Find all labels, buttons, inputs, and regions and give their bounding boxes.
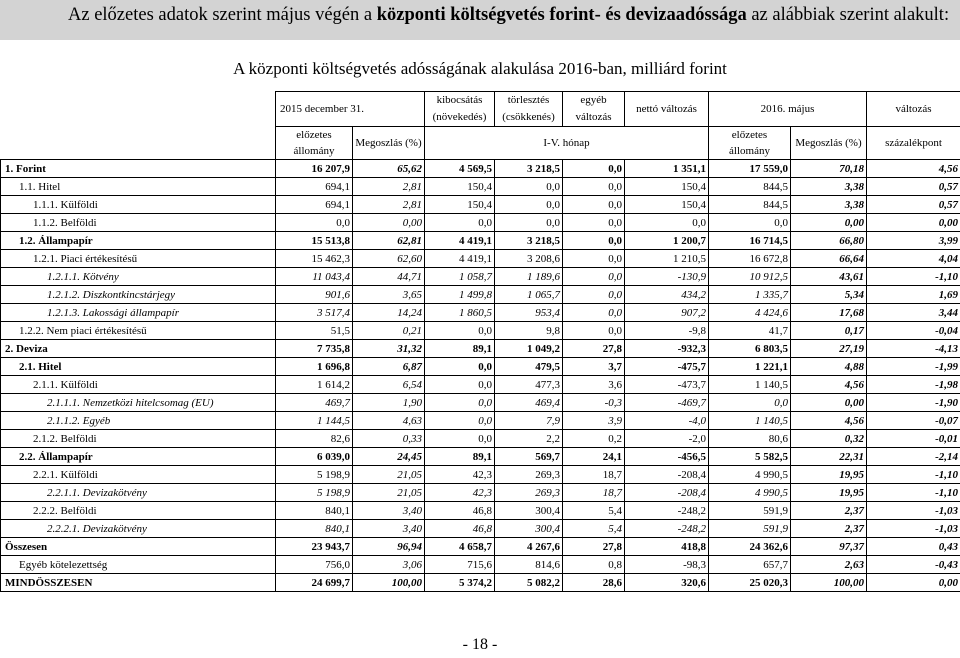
cell-value: 3,40	[353, 502, 425, 520]
cell-value: -1,10	[867, 466, 960, 484]
cell-value: 150,4	[625, 196, 709, 214]
heading-post: az alábbiak szerint alakult:	[746, 5, 950, 25]
row-label: 2.1.2. Belföldi	[1, 430, 276, 448]
cell-value: 1 221,1	[709, 358, 791, 376]
cell-value: 0,00	[791, 214, 867, 232]
cell-value: 5 198,9	[276, 484, 353, 502]
cell-value: -932,3	[625, 340, 709, 358]
debt-table	[0, 91, 960, 592]
cell-value: 0,00	[353, 214, 425, 232]
cell-value: 42,3	[425, 484, 495, 502]
cell-value: 6,87	[353, 358, 425, 376]
cell-value: 907,2	[625, 304, 709, 322]
cell-value: 0,0	[563, 196, 625, 214]
cell-value: 814,6	[495, 556, 563, 574]
cell-value: 97,37	[791, 538, 867, 556]
row-label: 2.2.1. Külföldi	[1, 466, 276, 484]
cell-value: 1 140,5	[709, 376, 791, 394]
cell-value: 2,81	[353, 196, 425, 214]
header-change: változás	[867, 92, 960, 127]
row-label: 1.2.2. Nem piaci értékesítésű	[1, 322, 276, 340]
page-number: - 18 -	[462, 636, 498, 653]
cell-value: 591,9	[709, 502, 791, 520]
header-prelim-stock-2: előzetes állomány	[709, 127, 791, 160]
cell-value: 80,6	[709, 430, 791, 448]
cell-value: -0,04	[867, 322, 960, 340]
cell-value: 23 943,7	[276, 538, 353, 556]
cell-value: 1 065,7	[495, 286, 563, 304]
cell-value: 5 374,2	[425, 574, 495, 592]
cell-value: 31,32	[353, 340, 425, 358]
cell-value: 51,5	[276, 322, 353, 340]
row-label: 1.2.1. Piaci értékesítésű	[1, 250, 276, 268]
cell-value: 3,65	[353, 286, 425, 304]
cell-value: 24,1	[563, 448, 625, 466]
cell-value: -0,3	[563, 394, 625, 412]
cell-value: 6 803,5	[709, 340, 791, 358]
cell-value: 6,54	[353, 376, 425, 394]
cell-value: 569,7	[495, 448, 563, 466]
cell-value: 1 614,2	[276, 376, 353, 394]
row-label: 2.1.1.1. Nemzetközi hitelcsomag (EU)	[1, 394, 276, 412]
cell-value: 3,9	[563, 412, 625, 430]
cell-value: 0,0	[563, 268, 625, 286]
cell-value: -1,10	[867, 268, 960, 286]
row-label: MINDÖSSZESEN	[1, 574, 276, 592]
cell-value: 844,5	[709, 178, 791, 196]
row-label: 1.1.2. Belföldi	[1, 214, 276, 232]
cell-value: 0,17	[791, 322, 867, 340]
cell-value: 3,06	[353, 556, 425, 574]
cell-value: 1 200,7	[625, 232, 709, 250]
cell-value: 840,1	[276, 520, 353, 538]
cell-value: 0,0	[425, 322, 495, 340]
cell-value: 4,63	[353, 412, 425, 430]
row-label: Egyéb kötelezettség	[1, 556, 276, 574]
cell-value: 3 218,5	[495, 160, 563, 178]
cell-value: 0,0	[709, 394, 791, 412]
cell-value: 0,43	[867, 538, 960, 556]
cell-value: 840,1	[276, 502, 353, 520]
cell-value: 0,0	[563, 250, 625, 268]
cell-value: 65,62	[353, 160, 425, 178]
row-label: 1.1. Hitel	[1, 178, 276, 196]
heading-pre: Az előzetes adatok szerint május végén a	[68, 5, 377, 25]
cell-value: 43,61	[791, 268, 867, 286]
table-row	[1, 286, 960, 304]
cell-value: -1,99	[867, 358, 960, 376]
cell-value: 694,1	[276, 178, 353, 196]
cell-value: 24,45	[353, 448, 425, 466]
cell-value: 3,99	[867, 232, 960, 250]
cell-value: 4 267,6	[495, 538, 563, 556]
table-row	[1, 520, 960, 538]
cell-value: -130,9	[625, 268, 709, 286]
cell-value: 477,3	[495, 376, 563, 394]
cell-value: 0,2	[563, 430, 625, 448]
cell-value: 41,7	[709, 322, 791, 340]
header-issue: kibocsátás (növekedés)	[425, 92, 495, 127]
table-row	[1, 430, 960, 448]
cell-value: 10 912,5	[709, 268, 791, 286]
cell-value: 5,4	[563, 502, 625, 520]
table-row	[1, 214, 960, 232]
cell-value: 0,0	[563, 160, 625, 178]
cell-value: 4 419,1	[425, 232, 495, 250]
header-repay: törlesztés (csökkenés)	[495, 92, 563, 127]
cell-value: 70,18	[791, 160, 867, 178]
cell-value: 0,0	[425, 430, 495, 448]
cell-value: 715,6	[425, 556, 495, 574]
cell-value: 16 714,5	[709, 232, 791, 250]
row-label: 2. Deviza	[1, 340, 276, 358]
table-row	[1, 394, 960, 412]
cell-value: 27,8	[563, 340, 625, 358]
cell-value: 22,31	[791, 448, 867, 466]
heading-bold: központi költségvetés forint- és devizaadóssága	[376, 5, 747, 25]
cell-value: 3 208,6	[495, 250, 563, 268]
cell-value: 5,4	[563, 520, 625, 538]
cell-value: 1 140,5	[709, 412, 791, 430]
table-row	[1, 484, 960, 502]
cell-value: 320,6	[625, 574, 709, 592]
cell-value: 0,0	[425, 358, 495, 376]
cell-value: 0,0	[495, 196, 563, 214]
cell-value: 27,19	[791, 340, 867, 358]
cell-value: 3 517,4	[276, 304, 353, 322]
cell-value: 3,7	[563, 358, 625, 376]
cell-value: 46,8	[425, 502, 495, 520]
cell-value: 42,3	[425, 466, 495, 484]
cell-value: 0,21	[353, 322, 425, 340]
cell-value: 62,60	[353, 250, 425, 268]
cell-value: 953,4	[495, 304, 563, 322]
cell-value: 0,00	[867, 574, 960, 592]
cell-value: 0,00	[867, 214, 960, 232]
page-heading	[68, 5, 949, 26]
cell-value: 1,69	[867, 286, 960, 304]
cell-value: 0,0	[425, 412, 495, 430]
cell-value: -2,14	[867, 448, 960, 466]
table-row	[1, 196, 960, 214]
cell-value: 1 860,5	[425, 304, 495, 322]
cell-value: -2,0	[625, 430, 709, 448]
cell-value: 4 569,5	[425, 160, 495, 178]
cell-value: 0,8	[563, 556, 625, 574]
row-label: 1.2.1.2. Diszkontkincstárjegy	[1, 286, 276, 304]
header-pp: százalékpont	[867, 127, 960, 160]
cell-value: 15 513,8	[276, 232, 353, 250]
cell-value: 7,9	[495, 412, 563, 430]
cell-value: -9,8	[625, 322, 709, 340]
row-label: 2.2. Állampapír	[1, 448, 276, 466]
cell-value: 5 082,2	[495, 574, 563, 592]
cell-value: 19,95	[791, 484, 867, 502]
table-row	[1, 250, 960, 268]
cell-value: 4,88	[791, 358, 867, 376]
cell-value: 479,5	[495, 358, 563, 376]
cell-value: 4 990,5	[709, 466, 791, 484]
cell-value: 17,68	[791, 304, 867, 322]
cell-value: 1,90	[353, 394, 425, 412]
row-label: 1. Forint	[1, 160, 276, 178]
cell-value: 15 462,3	[276, 250, 353, 268]
cell-value: 0,0	[495, 178, 563, 196]
row-label: 2.1. Hitel	[1, 358, 276, 376]
header-net: nettó változás	[625, 92, 709, 127]
table-row	[1, 340, 960, 358]
cell-value: 0,0	[425, 214, 495, 232]
cell-value: 82,6	[276, 430, 353, 448]
cell-value: -248,2	[625, 502, 709, 520]
cell-value: -456,5	[625, 448, 709, 466]
header-share-2: Megoszlás (%)	[791, 127, 867, 160]
cell-value: -0,43	[867, 556, 960, 574]
cell-value: -4,13	[867, 340, 960, 358]
cell-value: 300,4	[495, 502, 563, 520]
cell-value: 66,80	[791, 232, 867, 250]
cell-value: 901,6	[276, 286, 353, 304]
cell-value: 21,05	[353, 484, 425, 502]
cell-value: 0,0	[563, 178, 625, 196]
cell-value: 100,00	[353, 574, 425, 592]
cell-value: 1 144,5	[276, 412, 353, 430]
table-row	[1, 178, 960, 196]
cell-value: 1 696,8	[276, 358, 353, 376]
cell-value: 9,8	[495, 322, 563, 340]
cell-value: 4 990,5	[709, 484, 791, 502]
cell-value: 46,8	[425, 520, 495, 538]
cell-value: 17 559,0	[709, 160, 791, 178]
cell-value: 4 658,7	[425, 538, 495, 556]
header-row-1	[1, 92, 960, 127]
table-body	[1, 160, 960, 592]
cell-value: -0,07	[867, 412, 960, 430]
cell-value: 0,57	[867, 178, 960, 196]
table-row	[1, 268, 960, 286]
row-label: 2.1.1.2. Egyéb	[1, 412, 276, 430]
table-row	[1, 232, 960, 250]
cell-value: 3,40	[353, 520, 425, 538]
cell-value: 2,37	[791, 520, 867, 538]
cell-value: 5 582,5	[709, 448, 791, 466]
table-row	[1, 448, 960, 466]
cell-value: -1,98	[867, 376, 960, 394]
cell-value: 150,4	[425, 196, 495, 214]
cell-value: 418,8	[625, 538, 709, 556]
cell-value: 0,0	[276, 214, 353, 232]
table-row	[1, 466, 960, 484]
row-label: 1.2. Állampapír	[1, 232, 276, 250]
cell-value: 2,81	[353, 178, 425, 196]
table-row	[1, 376, 960, 394]
table-row	[1, 556, 960, 574]
cell-value: 4 424,6	[709, 304, 791, 322]
cell-value: -475,7	[625, 358, 709, 376]
cell-value: 0,0	[425, 376, 495, 394]
cell-value: 4,04	[867, 250, 960, 268]
table-row	[1, 160, 960, 178]
cell-value: 0,00	[791, 394, 867, 412]
cell-value: 16 207,9	[276, 160, 353, 178]
cell-value: 0,0	[563, 304, 625, 322]
row-label: 1.2.1.3. Lakossági állampapír	[1, 304, 276, 322]
cell-value: 24 362,6	[709, 538, 791, 556]
cell-value: 434,2	[625, 286, 709, 304]
row-label: 2.2.2. Belföldi	[1, 502, 276, 520]
cell-value: 1 058,7	[425, 268, 495, 286]
cell-value: 0,32	[791, 430, 867, 448]
table-title: A központi költségvetés adósságának alakulása 2016-ban, milliárd forint	[233, 59, 727, 78]
cell-value: 1 499,8	[425, 286, 495, 304]
cell-value: 0,0	[563, 214, 625, 232]
cell-value: 89,1	[425, 448, 495, 466]
cell-value: 0,0	[563, 322, 625, 340]
header-months: I-V. hónap	[425, 127, 709, 160]
cell-value: 100,00	[791, 574, 867, 592]
cell-value: 591,9	[709, 520, 791, 538]
cell-value: -208,4	[625, 484, 709, 502]
cell-value: -469,7	[625, 394, 709, 412]
cell-value: 5,34	[791, 286, 867, 304]
cell-value: 0,0	[425, 394, 495, 412]
cell-value: 18,7	[563, 466, 625, 484]
cell-value: 66,64	[791, 250, 867, 268]
cell-value: 657,7	[709, 556, 791, 574]
cell-value: 1 210,5	[625, 250, 709, 268]
cell-value: -208,4	[625, 466, 709, 484]
cell-value: 16 672,8	[709, 250, 791, 268]
cell-value: 4 419,1	[425, 250, 495, 268]
cell-value: -0,01	[867, 430, 960, 448]
cell-value: 6 039,0	[276, 448, 353, 466]
cell-value: 18,7	[563, 484, 625, 502]
cell-value: 44,71	[353, 268, 425, 286]
cell-value: 3,38	[791, 178, 867, 196]
cell-value: 11 043,4	[276, 268, 353, 286]
table-row	[1, 358, 960, 376]
cell-value: -1,90	[867, 394, 960, 412]
table-row	[1, 574, 960, 592]
cell-value: 0,0	[563, 232, 625, 250]
cell-value: -4,0	[625, 412, 709, 430]
row-label: 2.1.1. Külföldi	[1, 376, 276, 394]
cell-value: 0,0	[709, 214, 791, 232]
row-label: 2.2.2.1. Devizakötvény	[1, 520, 276, 538]
cell-value: 269,3	[495, 484, 563, 502]
table-row	[1, 538, 960, 556]
row-label: 1.1.1. Külföldi	[1, 196, 276, 214]
cell-value: -248,2	[625, 520, 709, 538]
cell-value: 14,24	[353, 304, 425, 322]
cell-value: 844,5	[709, 196, 791, 214]
cell-value: 5 198,9	[276, 466, 353, 484]
cell-value: 694,1	[276, 196, 353, 214]
cell-value: 0,0	[625, 214, 709, 232]
cell-value: -1,03	[867, 520, 960, 538]
cell-value: 7 735,8	[276, 340, 353, 358]
table-row	[1, 322, 960, 340]
cell-value: -1,10	[867, 484, 960, 502]
header-share: Megoszlás (%)	[353, 127, 425, 160]
cell-value: 150,4	[425, 178, 495, 196]
cell-value: 269,3	[495, 466, 563, 484]
cell-value: 2,37	[791, 502, 867, 520]
cell-value: 4,56	[791, 376, 867, 394]
cell-value: 1 335,7	[709, 286, 791, 304]
cell-value: 21,05	[353, 466, 425, 484]
table-row	[1, 502, 960, 520]
header-other: egyéb változás	[563, 92, 625, 127]
cell-value: 3 218,5	[495, 232, 563, 250]
cell-value: 300,4	[495, 520, 563, 538]
cell-value: 3,6	[563, 376, 625, 394]
cell-value: 28,6	[563, 574, 625, 592]
cell-value: 0,0	[495, 214, 563, 232]
cell-value: 62,81	[353, 232, 425, 250]
header-may2016: 2016. május	[709, 92, 867, 127]
table-row	[1, 412, 960, 430]
cell-value: 1 049,2	[495, 340, 563, 358]
cell-value: 4,56	[791, 412, 867, 430]
row-label: 1.2.1.1. Kötvény	[1, 268, 276, 286]
cell-value: 27,8	[563, 538, 625, 556]
cell-value: 2,63	[791, 556, 867, 574]
row-label: 2.2.1.1. Devizakötvény	[1, 484, 276, 502]
cell-value: 3,44	[867, 304, 960, 322]
cell-value: 0,0	[563, 286, 625, 304]
cell-value: 756,0	[276, 556, 353, 574]
cell-value: 1 189,6	[495, 268, 563, 286]
cell-value: 4,56	[867, 160, 960, 178]
row-label: Összesen	[1, 538, 276, 556]
cell-value: 0,57	[867, 196, 960, 214]
cell-value: 1 351,1	[625, 160, 709, 178]
cell-value: 19,95	[791, 466, 867, 484]
header-dec31: 2015 december 31.	[276, 92, 425, 127]
cell-value: 24 699,7	[276, 574, 353, 592]
cell-value: 469,7	[276, 394, 353, 412]
header-row-2	[1, 127, 960, 160]
cell-value: 2,2	[495, 430, 563, 448]
table-row	[1, 304, 960, 322]
header-prelim-stock: előzetes állomány	[276, 127, 353, 160]
cell-value: 96,94	[353, 538, 425, 556]
cell-value: -473,7	[625, 376, 709, 394]
cell-value: -98,3	[625, 556, 709, 574]
cell-value: 0,33	[353, 430, 425, 448]
cell-value: -1,03	[867, 502, 960, 520]
cell-value: 89,1	[425, 340, 495, 358]
cell-value: 150,4	[625, 178, 709, 196]
cell-value: 469,4	[495, 394, 563, 412]
cell-value: 25 020,3	[709, 574, 791, 592]
cell-value: 3,38	[791, 196, 867, 214]
